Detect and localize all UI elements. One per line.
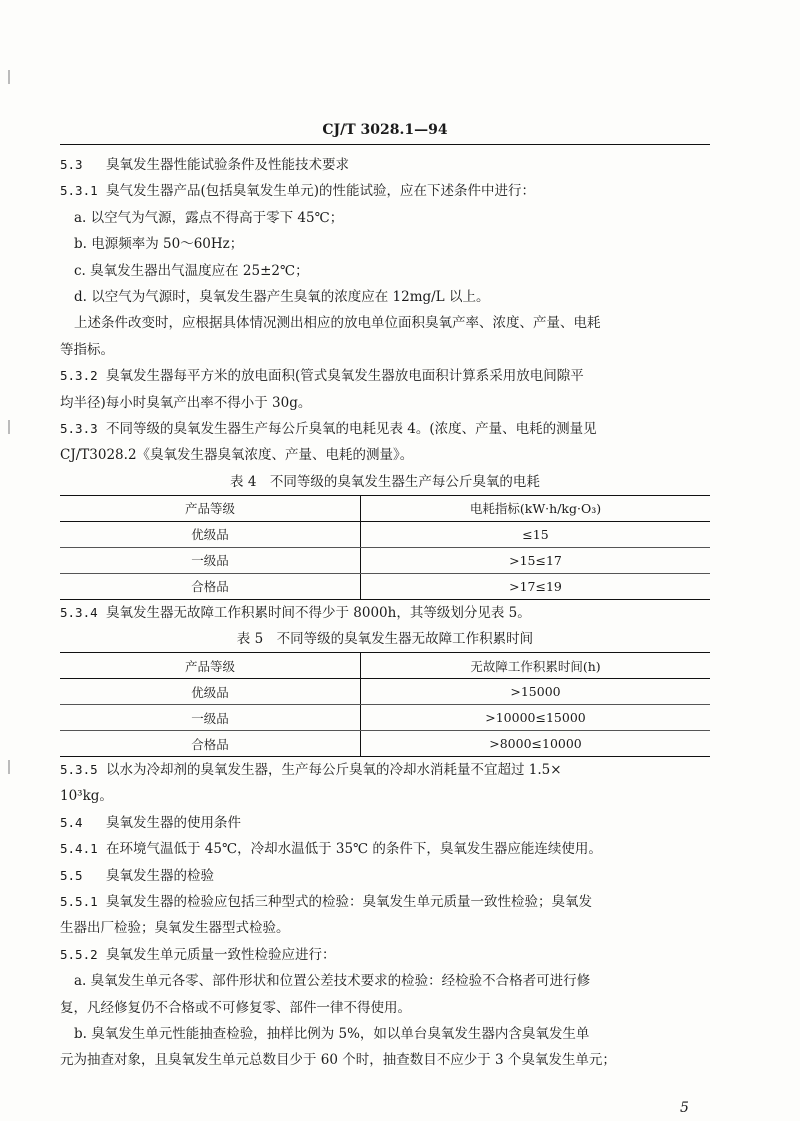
condition-b: b. 电源频率为 50～60Hz； bbox=[74, 236, 244, 253]
clause-number: 5.3.4 bbox=[60, 604, 98, 620]
section-title: 臭氧发生器性能试验条件及性能技术要求 bbox=[106, 157, 349, 173]
section-number: 5.5 bbox=[60, 867, 83, 883]
table-5-header-time: 无故障工作积累时间(h) bbox=[361, 653, 711, 679]
section-title: 臭氧发生器的检验 bbox=[106, 867, 214, 884]
table-row bbox=[60, 521, 710, 547]
table-cell: 合格品 bbox=[60, 731, 361, 757]
clause-number: 5.3.1 bbox=[60, 183, 98, 199]
table-cell: 优级品 bbox=[60, 521, 361, 547]
table-row bbox=[60, 547, 710, 573]
clause-5-3-2 bbox=[60, 363, 710, 389]
item-a-line-1: a. 臭氧发生单元各零、部件形状和位置公差技术要求的检验：经检验不合格者可进行修 bbox=[74, 973, 591, 990]
clause-5-3-3-continued: CJ/T3028.2《臭氧发生器臭氧浓度、产量、电耗的测量》。 bbox=[60, 447, 414, 464]
clause-5-5-1-continued: 生器出厂检验；臭氧发生器型式检验。 bbox=[60, 920, 290, 937]
table-5-caption: 表 5 不同等级的臭氧发生器无故障工作积累时间 bbox=[236, 631, 534, 648]
clause-number: 5.4.1 bbox=[60, 841, 98, 857]
section-number: 5.3 bbox=[60, 157, 83, 172]
clause-text: 不同等级的臭氧发生器生产每公斤臭氧的电耗见表 4。(浓度、产量、电耗的测量见 bbox=[106, 420, 597, 437]
clause-5-3-2-continued: 均半径)每小时臭氧产出率不得小于 30g。 bbox=[60, 394, 312, 411]
clause-5-5-1 bbox=[60, 889, 710, 915]
clause-5-5-2 bbox=[60, 942, 710, 968]
clause-text: 臭氧发生器每平方米的放电面积(管式臭氧发生器放电面积计算系采用放电间隙平 bbox=[106, 368, 584, 385]
clause-text: 在环境气温低于 45℃，冷却水温低于 35℃ 的条件下，臭氧发生器应能连续使用。 bbox=[106, 841, 602, 858]
page-number: 5 bbox=[680, 1100, 689, 1116]
clause-text: 臭氧发生器无故障工作积累时间不得少于 8000h，其等级划分见表 5。 bbox=[106, 604, 531, 621]
clause-5-3-1 bbox=[60, 178, 710, 204]
table-row bbox=[60, 679, 710, 705]
table-cell: 一级品 bbox=[60, 547, 361, 573]
table-cell: >15000 bbox=[361, 679, 711, 705]
scan-mark bbox=[8, 420, 10, 434]
clause-text: 臭氧发生器的检验应包括三种型式的检验：臭氧发生单元质量一致性检验；臭氧发 bbox=[106, 894, 592, 911]
scan-mark bbox=[8, 760, 10, 774]
condition-a: a. 以空气为气源，露点不得高于零下 45℃； bbox=[74, 209, 344, 226]
clause-number: 5.5.1 bbox=[60, 894, 98, 910]
section-title: 臭氧发生器的使用条件 bbox=[106, 814, 241, 831]
clause-number: 5.5.2 bbox=[60, 946, 98, 962]
table-row bbox=[60, 705, 710, 731]
clause-number: 5.3.3 bbox=[60, 420, 98, 436]
section-5-4-heading bbox=[60, 810, 710, 836]
clause-5-4-1 bbox=[60, 836, 710, 862]
section-5-5-heading bbox=[60, 863, 710, 889]
note-line-1: 上述条件改变时，应根据具体情况测出相应的放电单位面积臭氧产率、浓度、产量、电耗 bbox=[74, 315, 601, 332]
table-cell: >10000≤15000 bbox=[361, 705, 711, 731]
header-rule bbox=[60, 144, 710, 145]
table-4-header-grade: 产品等级 bbox=[60, 495, 361, 521]
table-cell: 优级品 bbox=[60, 679, 361, 705]
table-4-caption: 表 4 不同等级的臭氧发生器生产每公斤臭氧的电耗 bbox=[230, 473, 540, 490]
condition-c: c. 臭氧发生器出气温度应在 25±2℃； bbox=[74, 262, 309, 279]
document-code-header: CJ/T 3028.1—94 bbox=[322, 122, 448, 138]
clause-5-3-3 bbox=[60, 416, 710, 442]
clause-number: 5.3.2 bbox=[60, 368, 98, 384]
scan-mark bbox=[8, 70, 10, 84]
table-cell: >15≤17 bbox=[361, 547, 711, 573]
clause-5-3-5-continued: 10³kg。 bbox=[60, 788, 113, 805]
clause-number: 5.3.5 bbox=[60, 762, 98, 778]
clause-text: 臭气发生器产品(包括臭氧发生单元)的性能试验，应在下述条件中进行： bbox=[106, 183, 536, 200]
item-a-line-2: 复，凡经修复仍不合格或不可修复零、部件一律不得使用。 bbox=[60, 999, 411, 1016]
table-cell: >17≤19 bbox=[509, 578, 562, 594]
table-cell: ≤15 bbox=[361, 521, 711, 547]
table-row bbox=[60, 573, 710, 599]
item-b-line-2: 元为抽查对象，且臭氧发生单元总数目少于 60 个时，抽查数目不应少于 3 个臭氧发生单元； bbox=[60, 1052, 616, 1069]
table-5 bbox=[60, 652, 710, 757]
table-4 bbox=[60, 495, 710, 600]
section-number: 5.4 bbox=[60, 814, 83, 830]
table-5-header-grade: 产品等级 bbox=[60, 653, 361, 679]
clause-5-3-5 bbox=[60, 757, 710, 783]
clause-text: 臭氧发生单元质量一致性检验应进行： bbox=[106, 946, 336, 963]
document-body bbox=[60, 152, 710, 1074]
note-line-2: 等指标。 bbox=[60, 341, 114, 358]
table-cell: >8000≤10000 bbox=[489, 736, 582, 752]
section-5-3-heading bbox=[60, 152, 710, 178]
clause-5-3-4 bbox=[60, 600, 710, 626]
condition-d: d. 以空气为气源时，臭氧发生器产生臭氧的浓度应在 12mg/L 以上。 bbox=[74, 288, 490, 305]
table-4-header-energy: 电耗指标(kW·h/kg·O₃) bbox=[361, 495, 711, 521]
table-cell: 合格品 bbox=[60, 573, 361, 599]
clause-text: 以水为冷却剂的臭氧发生器，生产每公斤臭氧的冷却水消耗量不宜超过 1.5× bbox=[106, 762, 562, 779]
table-cell: 一级品 bbox=[60, 705, 361, 731]
table-row bbox=[60, 731, 710, 757]
item-b-line-1: b. 臭氧发生单元性能抽查检验，抽样比例为 5%，如以单台臭氧发生器内含臭氧发生单 bbox=[74, 1025, 590, 1042]
